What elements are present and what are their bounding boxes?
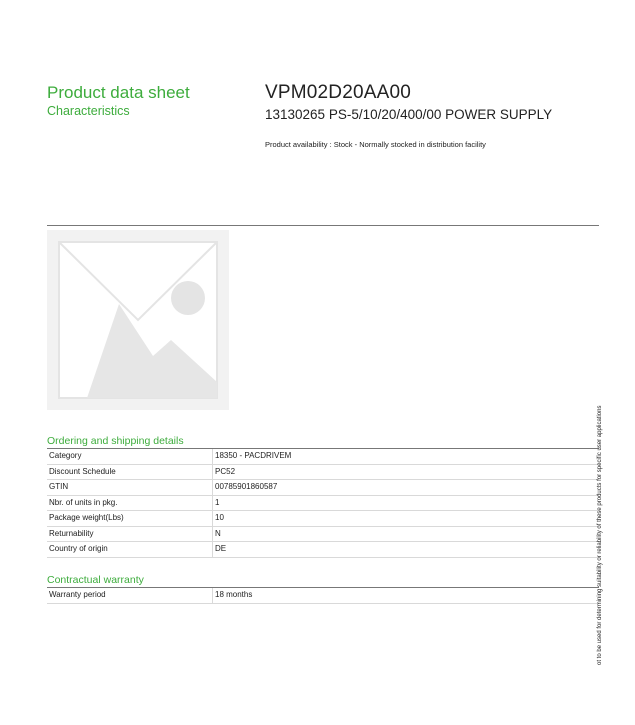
table-row [47,449,599,464]
side-disclaimer: ot to be used for determining suitability or reliability of these products for specific user applications [597,405,603,665]
table-row [47,480,599,496]
product-reference: VPM02D20AA00 [265,82,412,103]
row-value: N [213,526,600,542]
product-description: 13130265 PS-5/10/20/400/00 POWER SUPPLY [265,107,553,122]
page-subtitle: Characteristics [47,104,130,118]
warranty-table [47,588,599,604]
row-value: 00785901860587 [213,480,600,496]
warranty-heading: Contractual warranty [47,574,144,586]
ordering-heading: Ordering and shipping details [47,435,184,447]
row-label: Package weight(Lbs) [47,511,213,527]
product-availability: Product availability : Stock - Normally stocked in distribution facility [265,140,486,149]
row-value: 1 [213,495,600,511]
header-divider [47,225,599,226]
row-value: PC52 [213,464,600,480]
table-row [47,588,599,603]
row-label: GTIN [47,480,213,496]
page-title: Product data sheet [47,83,190,102]
row-label: Country of origin [47,542,213,558]
row-value: 18 months [213,588,600,603]
ordering-table [47,449,599,558]
row-value: DE [213,542,600,558]
row-value: 10 [213,511,600,527]
row-label: Warranty period [47,588,213,603]
row-label: Category [47,449,213,464]
row-label: Discount Schedule [47,464,213,480]
product-image [47,230,229,410]
image-placeholder-icon [47,230,229,410]
table-row [47,526,599,542]
row-label: Nbr. of units in pkg. [47,495,213,511]
row-label: Returnability [47,526,213,542]
table-row [47,511,599,527]
table-row [47,542,599,558]
table-row [47,464,599,480]
row-value: 18350 - PACDRIVEM [213,449,600,464]
table-row [47,495,599,511]
